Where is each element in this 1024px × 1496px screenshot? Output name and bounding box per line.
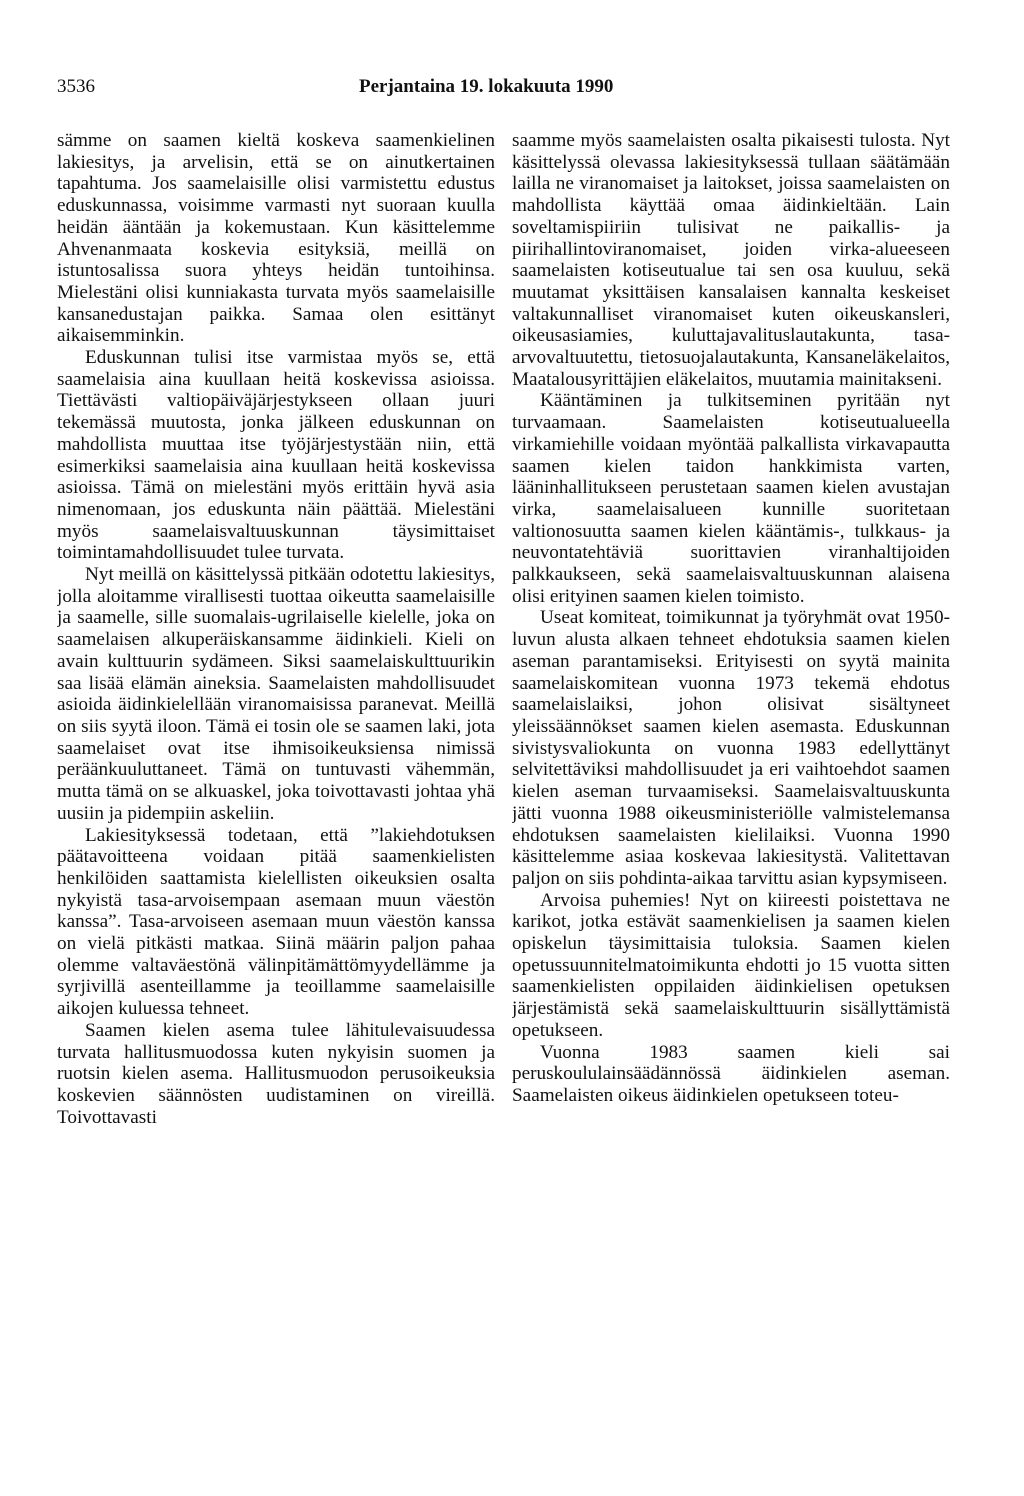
- page-header: [57, 76, 957, 102]
- page-number: 3536: [57, 76, 95, 97]
- paragraph: Eduskunnan tulisi itse varmistaa myös se, että saamelaisia aina kuullaan heitä koskevissa asioissa. Tiettävästi valtiopäiväjärjestykseen ollaan juuri tekemässä muutosta, jonka jälkeen eduskunnan on mahdollista muuttaa itse työjärjestystään niin, että esimerkiksi saamelaisia aina kuullaan heitä koskevissa asioissa. Tämä on mielestäni myös erittäin hyvä asia nimenomaan, jos eduskunta näin päättää. Mielestäni myös saamelaisvaltuuskunnan täysimittaiset toimintamahdollisuudet tulee turvata.: [57, 347, 495, 564]
- right-column: [512, 130, 950, 1470]
- paragraph: Vuonna 1983 saamen kieli sai peruskoululainsäädännössä äidinkielen aseman. Saamelaisten oikeus äidinkielen opetukseen toteu-: [512, 1041, 950, 1106]
- paragraph: Useat komiteat, toimikunnat ja työryhmät ovat 1950-luvun alusta alkaen tehneet ehdotuksia saamen kielen aseman parantamiseksi. Erityisesti on syytä mainita saamelaiskomitean vuonna 1973 tekemä ehdotus saamelaislaiksi, johon olisivat sisältyneet yleissäännökset saamen kielen asemasta. Eduskunnan sivistysvaliokunta on vuonna 1983 edellyttänyt selvitettäviksi mahdollisuudet ja eri vaihtoehdot saamen kielen aseman turvaamiseksi. Saamelaisvaltuuskunta jätti vuonna 1988 oikeusministeriölle valmistelemansa ehdotuksen saamelaisten kielilaiksi. Vuonna 1990 käsittelemme asiaa koskevaa lakiesitystä. Valitettavan paljon on siis pohdinta-aikaa tarvittu asian kypsymiseen.: [512, 607, 950, 889]
- paragraph: Kääntäminen ja tulkitseminen pyritään nyt turvaamaan. Saamelaisten kotiseutualueella virkamiehille voidaan myöntää palkallista virkavapautta saamen kielen taidon hankkimista varten, lääninhallitukseen perustetaan saamen kielen avustajan virka, saamelaisalueen kunnille suoritetaan valtionosuutta saamen kielen kääntämis-, tulkkaus- ja neuvontatehtäviä suorittavien viranhaltijoiden palkkaukseen, sekä saamelaisvaltuuskunnan alaisena olisi erityinen saamen kielen toimisto.: [512, 390, 950, 607]
- paragraph: Saamen kielen asema tulee lähitulevaisuudessa turvata hallitusmuodossa kuten nykyisin suomen ja ruotsin kielen asema. Hallitusmuodon perusoikeuksia koskevien säännösten uudistaminen on vireillä. Toivottavasti: [57, 1019, 495, 1128]
- paragraph: Lakiesityksessä todetaan, että ”lakiehdotuksen päätavoitteena voidaan pitää saamenkielisten henkilöiden saattamista kielellisten oikeuksien osalta nykyistä tasa-arvoisempaan asemaan muun väestön kanssa”. Tasa-arvoiseen asemaan muun väestön kanssa on vielä pitkästi matkaa. Siinä määrin paljon pahaa olemme valtaväestönä välinpitämättömyydellämme ja syrjivillä asenteillamme ja teoillamme saamelaisille aikojen kuluessa tehneet.: [57, 824, 495, 1020]
- left-column: [57, 130, 495, 1470]
- paragraph: sämme on saamen kieltä koskeva saamenkielinen lakiesitys, ja arvelisin, että se on ainutkertainen tapahtuma. Jos saamelaisille olisi varmistettu edustus eduskunnassa, voisimme varmasti nyt suoraan kuulla heidän ääntään ja kokemustaan. Kun käsittelemme Ahvenanmaata koskevia esityksiä, meillä on istuntosalissa suora yhteys heidän tuntoihinsa. Mielestäni olisi kunniakasta turvata myös saamelaisille kansanedustajan paikka. Samaa olen esittänyt aikaisemminkin.: [57, 130, 495, 347]
- page-date-header: Perjantaina 19. lokakuuta 1990: [359, 76, 614, 97]
- paragraph: Arvoisa puhemies! Nyt on kiireesti poistettava ne karikot, jotka estävät saamenkielisen ja saamen kielen opiskelun täysimittaisia tuloksia. Saamen kielen opetussuunnitelmatoimikunta ehdotti jo 15 vuotta sitten saamenkielisten oppilaiden äidinkielisen opetuksen järjestämistä sekä saamelaiskulttuurin sisällyttämistä opetukseen.: [512, 889, 950, 1041]
- paragraph: Nyt meillä on käsittelyssä pitkään odotettu lakiesitys, jolla aloitamme virallisesti tuottaa oikeutta saamelaisille ja saamelle, sille suomalais-ugrilaiselle kielelle, joka on saamelaisen alkuperäiskansamme äidinkieli. Kieli on avain kulttuurin sydämeen. Siksi saamelaiskulttuurikin saa lisää elämän aineksia. Saamelaisten mahdollisuudet asioida äidinkielellään viranomaisissa paranevat. Meillä on siis syytä iloon. Tämä ei tosin ole se saamen laki, jota saamelaiset ovat itse ihmisoikeuksiensa nimissä peräänkuuluttaneet. Tämä on tuntuvasti vähemmän, mutta tämä on se alkuaskel, joka toivottavasti johtaa yhä uusiin ja pidempiin askeliin.: [57, 564, 495, 824]
- paragraph: saamme myös saamelaisten osalta pikaisesti tulosta. Nyt käsittelyssä olevassa lakiesityksessä tullaan säätämään lailla ne viranomaiset ja laitokset, joissa saamelaisten on mahdollista käyttää omaa äidinkieltään. Lain soveltamispiiriin tulisivat ne paikallis- ja piirihallintoviranomaiset, joiden virka-alueeseen saamelaisten kotiseutualue tai sen osa kuuluu, sekä muutamat yksittäisen kansalaisen kannalta keskeiset valtakunnalliset viranomaiset kuten oikeuskansleri, oikeusasiamies, kuluttajavalituslautakunta, tasa-arvovaltuutettu, tietosuojalautakunta, Kansaneläkelaitos, Maatalousyrittäjien eläkelaitos, muutamia mainitakseni.: [512, 130, 950, 390]
